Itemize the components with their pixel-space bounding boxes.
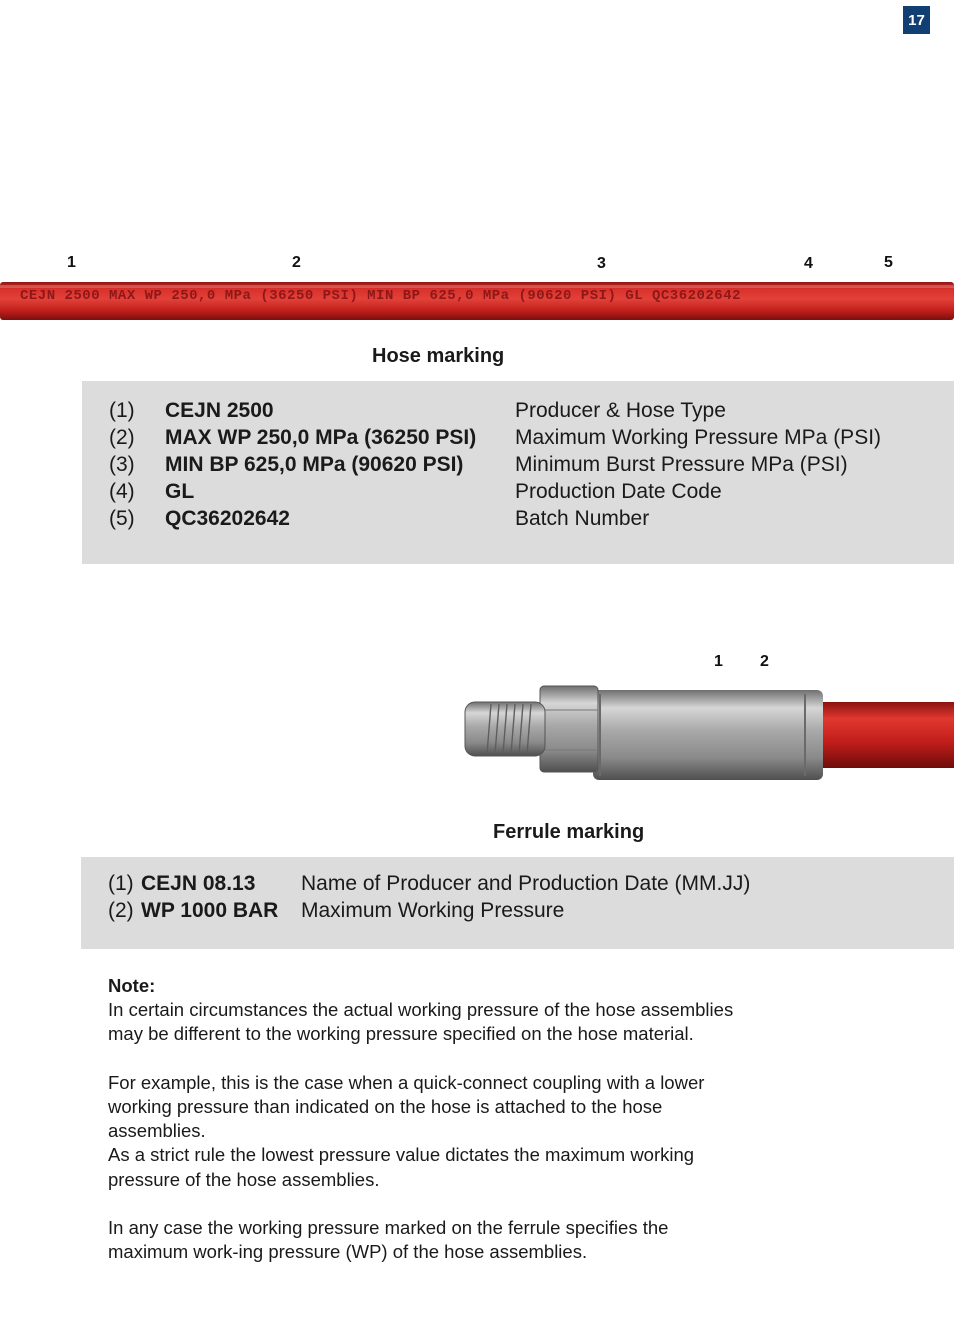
hose-marking-row (109, 478, 929, 505)
note-paragraph: As a strict rule the lowest pressure value dictates the maximum working pressure of the hose assemblies. (108, 1144, 695, 1190)
note-paragraph: For example, this is the case when a quick-connect coupling with a lower working pressure than indicated on the hose is attached to the hose assemblies. (108, 1071, 705, 1142)
row-code: GL (165, 480, 195, 503)
hose-marking-row (109, 451, 929, 478)
note-section (108, 974, 748, 1264)
row-code: MIN BP 625,0 MPa (90620 PSI) (165, 453, 464, 476)
row-description: Maximum Working Pressure (301, 899, 565, 922)
ferrule-marker-1: 1 (714, 653, 723, 670)
ferrule-marker-2: 2 (760, 653, 769, 670)
hose-marker-1: 1 (67, 254, 76, 271)
row-number: (2) (108, 899, 134, 922)
page-number: 17 (903, 6, 930, 34)
hose-marker-4: 4 (804, 255, 813, 272)
row-description: Name of Producer and Production Date (MM.JJ) (301, 872, 751, 895)
ferrule-marking-title: Ferrule marking (493, 821, 645, 843)
row-description: Producer & Hose Type (515, 399, 726, 422)
note-paragraph: In any case the working pressure marked on the ferrule specifies the maximum work-ing pressure (WP) of the hose assemblies. (108, 1217, 669, 1263)
row-code: CEJN 2500 (165, 399, 274, 422)
hose-marking-title: Hose marking (372, 345, 505, 367)
hose-marker-2: 2 (292, 254, 301, 271)
hose-marking-row (109, 424, 929, 451)
hose-marking-row (109, 505, 929, 532)
note-paragraph: In certain circumstances the actual working pressure of the hose assemblies may be different to the working pressure specified on the hose material. (108, 999, 734, 1045)
row-description: Maximum Working Pressure MPa (PSI) (515, 426, 882, 449)
hose-marker-3: 3 (597, 255, 606, 272)
row-number: (3) (109, 453, 135, 476)
hose-printed-text: CEJN 2500 MAX WP 250,0 MPa (36250 PSI) MIN BP 625,0 MPa (90620 PSI) GL QC36202642 (20, 288, 742, 304)
row-number: (4) (109, 480, 135, 503)
note-heading: Note: (108, 975, 156, 996)
ferrule-marking-row (108, 897, 928, 924)
hose-image (0, 282, 954, 320)
hose-marking-row (109, 397, 929, 424)
ferrule-image (455, 680, 954, 800)
hose-marker-5: 5 (884, 254, 893, 271)
row-code: QC36202642 (165, 507, 290, 530)
ferrule-marking-row (108, 870, 928, 897)
row-description: Minimum Burst Pressure MPa (PSI) (515, 453, 848, 476)
row-number: (1) (108, 872, 134, 895)
row-number: (2) (109, 426, 135, 449)
row-number: (5) (109, 507, 135, 530)
row-description: Production Date Code (515, 480, 722, 503)
ferrule-marking-panel (81, 857, 954, 949)
row-code: CEJN 08.13 (141, 872, 256, 895)
row-number: (1) (109, 399, 135, 422)
row-description: Batch Number (515, 507, 650, 530)
row-code: WP 1000 BAR (141, 899, 279, 922)
hose-marking-panel (82, 381, 954, 564)
row-code: MAX WP 250,0 MPa (36250 PSI) (165, 426, 477, 449)
